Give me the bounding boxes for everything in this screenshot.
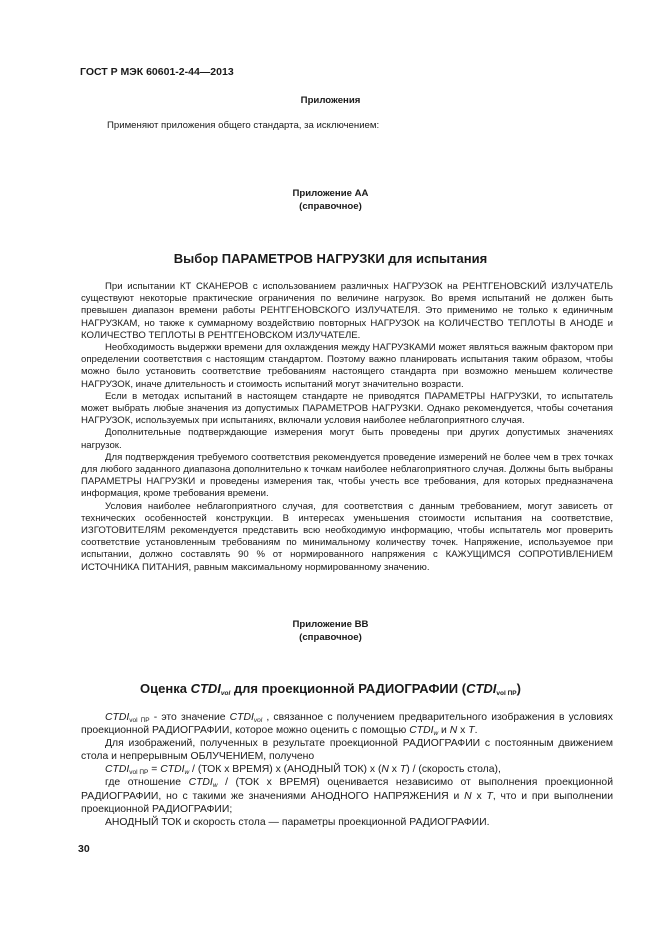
annex-bb-body xyxy=(81,711,613,829)
intro-line: Применяют приложения общего стандарта, за исключением: xyxy=(107,120,380,131)
annex-aa-paragraph-5: Для подтверждения требуемого соответствия рекомендуется проведение измерений не более чем в трех точках для любого заданного диапазона дополнительно к точкам наиболее неблагоприятного случая. Должны быть выбраны ПАРАМЕТРЫ НАГРУЗКИ и проведены измерения так, чтобы учесть все требования, для которых предназначена информация, кроме требования времени. xyxy=(81,451,613,500)
annex-bb-paragraph-2: Для изображений, полученных в результате проекционной РАДИОГРАФИИ с постоянным движением стола и непрерывным ОБЛУЧЕНИЕМ, получено xyxy=(81,738,613,763)
appendices-title: Приложения xyxy=(300,95,361,106)
annex-bb-label: Приложение BB xyxy=(292,619,369,630)
annex-aa-kind: (справочное) xyxy=(299,201,362,212)
annex-aa-label: Приложение AA xyxy=(292,188,369,199)
annex-bb-last-line: АНОДНЫЙ ТОК и скорость стола — параметры проекционной РАДИОГРАФИИ. xyxy=(105,816,490,828)
annex-bb-definition: $CTDI_{vol ПР}$ - это значение $CTDI_{vol}$ , связанное с получением предварительного изображения в условиях проекционной РАДИОГРАФИИ, которое можно оценить с помощью $CTDI_w$ и N х T. xyxy=(81,712,613,738)
annex-aa-paragraph-4: Дополнительные подтверждающие измерения могут быть проведены при других допустимых значениях нагрузок. xyxy=(81,427,613,451)
document-code: ГОСТ Р МЭК 60601-2-44—2013 xyxy=(80,66,234,78)
annex-aa-body xyxy=(81,281,613,574)
annex-bb-formula: $CTDI_{vol ПР}$ = $CTDI_w / (ТОК$ х ВРЕМЯ) х (АНОДНЫЙ ТОК) х (N х T) / (скорость стола), xyxy=(105,764,501,777)
annex-aa-paragraph-6: Условия наиболее неблагоприятного случая, для соответствия с данным требованием, могут зависеть от технических особенностей конструкции. В интересах уменьшения стоимости испытания на соответствие, ИЗГОТОВИТЕЛЯМ рекомендуется представить всю необходимую информацию, чтобы испытатель мог проверить соответствие установленным требованиям по минимальному количеству точек. Напряжение, используемое при испытании, должно составлять 90 % от нормированного напряжения с КАЖУЩИМСЯ СОПРОТИВЛЕНИЕМ ИСТОЧНИКА ПИТАНИЯ, равным максимальному нормированному значению. xyxy=(81,500,613,573)
page-number: 30 xyxy=(78,843,90,855)
annex-aa-paragraph-2: Необходимость выдержки времени для охлаждения между НАГРУЗКАМИ может являться важным фактором при определении соответствия с настоящим стандартом. Поэтому важно планировать испытания таким образом, чтобы можно было установить соответствие требованиям настоящего стандарта при возможно меньшем количестве НАГРУЗОК, иначе длительность и стоимость испытаний могут значительно возрасти. xyxy=(81,342,613,390)
annex-aa-paragraph-3: Если в методах испытаний в настоящем стандарте не приводятся ПАРАМЕТРЫ НАГРУЗКИ, то испытатель может выбрать любые значения из допустимых ПАРАМЕТРОВ НАГРУЗКИ. Однако рекомендуется, чтобы сочетания НАГРУЗОК, используемых при испытаниях, включали условия наиболее неблагоприятного случая. xyxy=(81,390,613,427)
annex-aa-paragraph-1: При испытании КТ СКАНЕРОВ с использованием различных НАГРУЗОК на РЕНТГЕНОВСКИЙ ИЗЛУЧАТЕЛЬ существуют некоторые практические ограничения по величине нагрузок. Во время испытаний не должен быть превышен диапазон времени работы РЕНТГЕНОВСКОГО ИЗЛУЧАТЕЛЯ. Это применимо не только к единичным НАГРУЗКАМ, но также к суммарному воздействию повторных НАГРУЗОК на КОЛИЧЕСТВО ТЕПЛОТЫ В АНОДЕ и КОЛИЧЕСТВО ТЕПЛОТЫ В РЕНТГЕНОВСКОМ ИЗЛУЧАТЕЛЕ. xyxy=(81,281,613,341)
annex-bb-where: где отношение $CTDI_w / (ТОК$ х ВРЕМЯ) оценивается независимо от выполнения проекционной РАДИОГРАФИИ, но с такими же значениями АНОДНОГО НАПРЯЖЕНИЯ и N х T, что и при выполнении проекционной РАДИОГРАФИИ; xyxy=(81,777,613,815)
annex-bb-title: Оценка $CTDI_{vol}$ для проекционной РАДИОГРАФИИ $(CTDI_{vol ПР})$ xyxy=(140,681,521,697)
annex-bb-kind: (справочное) xyxy=(299,632,362,643)
annex-aa-title: Выбор ПАРАМЕТРОВ НАГРУЗКИ для испытания xyxy=(173,251,488,266)
